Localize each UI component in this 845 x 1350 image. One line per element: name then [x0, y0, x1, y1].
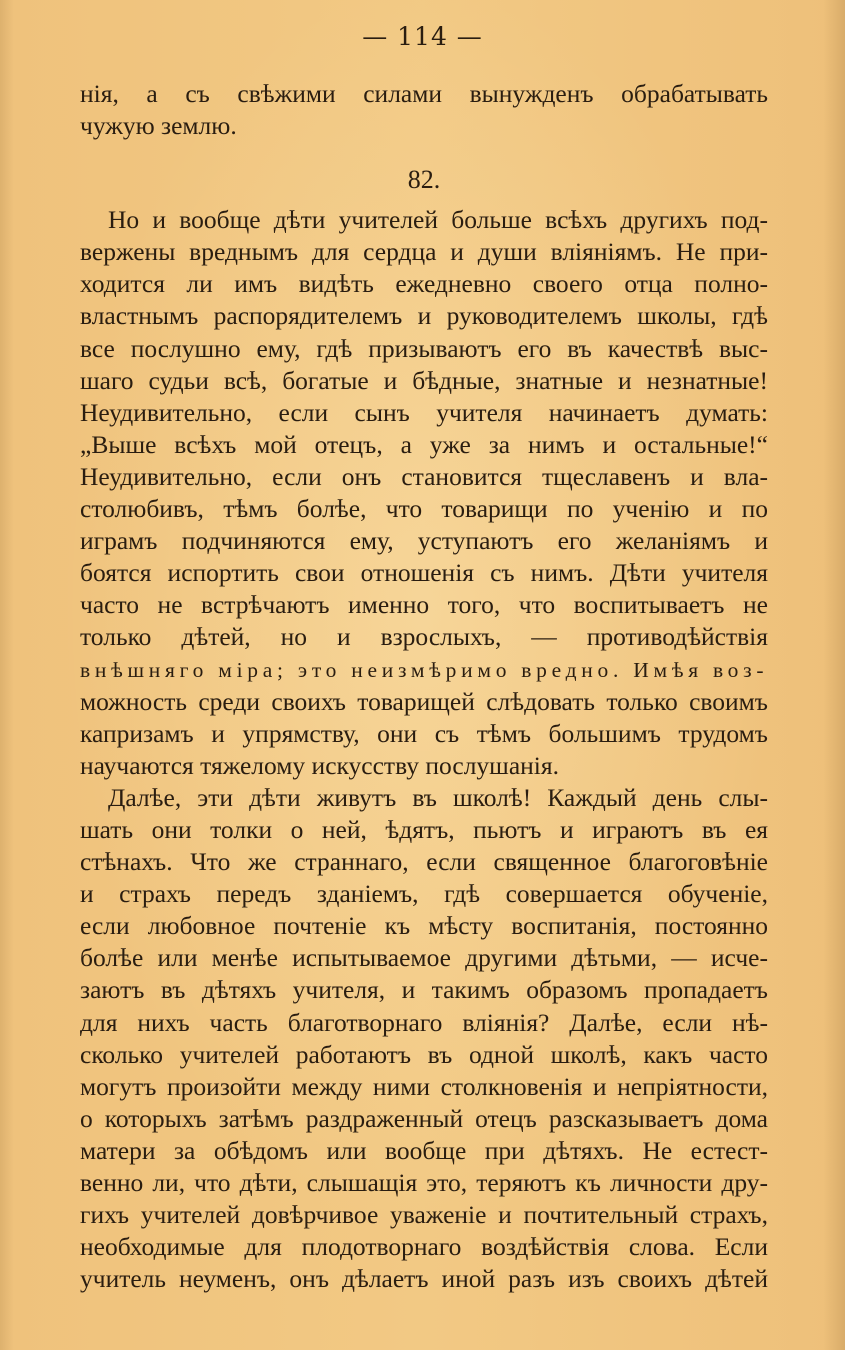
text-line: могутъ произойти между ними столкновенія и непріятности,: [80, 1071, 768, 1101]
text-line: внѣшняго міра; это неизмѣримо вредно. Имѣя воз-: [80, 657, 769, 682]
text-line: болѣе или менѣе испытываемое другими дѣтьми, — исче-: [80, 943, 768, 973]
text-line: Неудивительно, если сынъ учителя начинаетъ думать:: [80, 397, 768, 427]
text-line: боятся испортить свои отношенія съ нимъ. Дѣти учителя: [80, 558, 768, 588]
text-line: столюбивъ, тѣмъ болѣе, что товарищи по ученію и по: [80, 494, 768, 524]
text-line: часто не встрѣчаютъ именно того, что воспитываетъ не: [80, 590, 768, 620]
text-line: властнымъ распорядителемъ и руководителемъ школы, гдѣ: [80, 301, 768, 331]
page-right-edge-shading: [823, 0, 845, 1350]
text-line: венно ли, что дѣти, слышащія это, теряютъ къ личности дру-: [80, 1168, 768, 1197]
paragraph-first-line: Но и вообще дѣти учителей больше всѣхъ другихъ под-: [108, 205, 768, 235]
text-line: только дѣтей, но и взрослыхъ, — противодѣйствія: [80, 622, 768, 652]
paragraph-first-line: Далѣе, эти дѣти живутъ въ школѣ! Каждый день слы-: [108, 782, 768, 812]
text-line: и страхъ передъ зданіемъ, гдѣ совершается обученіе,: [80, 879, 768, 909]
text-line: чужую землю.: [80, 111, 237, 141]
text-line: все послушно ему, гдѣ призываютъ его въ качествѣ выс-: [80, 333, 768, 363]
text-line: „Выше всѣхъ мой отецъ, а уже за нимъ и остальные!“: [80, 429, 768, 459]
text-line: Неудивительно, если онъ становится тщеславенъ и вла-: [80, 461, 768, 491]
body-text: [80, 78, 768, 1295]
text-line: ходится ли имъ видѣть ежедневно своего отца полно-: [80, 269, 768, 299]
section-number: 82.: [407, 165, 441, 195]
text-line: для нихъ часть благотворнаго вліянія? Далѣе, если нѣ-: [80, 1007, 768, 1037]
text-line: играмъ подчиняются ему, уступаютъ его желаніямъ и: [80, 526, 768, 556]
text-line: гихъ учителей довѣрчивое уваженіе и почтительный страхъ,: [80, 1200, 768, 1230]
text-line: заютъ въ дѣтяхъ учителя, и такимъ образомъ пропадаетъ: [80, 975, 768, 1005]
text-line: матери за обѣдомъ или вообще при дѣтяхъ. Не естест-: [80, 1135, 768, 1165]
text-line: о которыхъ затѣмъ раздраженный отецъ разсказываетъ дома: [80, 1103, 768, 1133]
text-line: шаго судьи всѣ, богатые и бѣдные, знатные и незнатные!: [80, 365, 768, 395]
text-line: нія, а съ свѣжими силами вынужденъ обрабатывать: [80, 79, 768, 108]
page-number: — 114 —: [362, 22, 483, 51]
page-left-edge-shading: [0, 0, 14, 1350]
text-line: научаются тяжелому искусству послушанія.: [80, 750, 559, 780]
text-line: сколько учителей работаютъ въ одной школѣ, какъ часто: [80, 1039, 768, 1069]
text-line: стѣнахъ. Что же страннаго, если священное благоговѣніе: [80, 847, 768, 877]
text-line: если любовное почтеніе къ мѣсту воспитанія, постоянно: [80, 911, 768, 941]
text-line: вержены вреднымъ для сердца и души вліяніямъ. Не при-: [80, 237, 768, 267]
text-line: необходимые для плодотворнаго воздѣйствія слова. Если: [80, 1232, 768, 1262]
text-line: учитель неуменъ, онъ дѣлаетъ иной разъ изъ своихъ дѣтей: [80, 1264, 768, 1294]
text-line: можность среди своихъ товарищей слѣдовать только своимъ: [80, 686, 768, 716]
text-line: капризамъ и упрямству, они съ тѣмъ большимъ трудомъ: [80, 718, 768, 748]
text-line: шать они толки о ней, ѣдятъ, пьютъ и играютъ въ ея: [80, 814, 768, 844]
